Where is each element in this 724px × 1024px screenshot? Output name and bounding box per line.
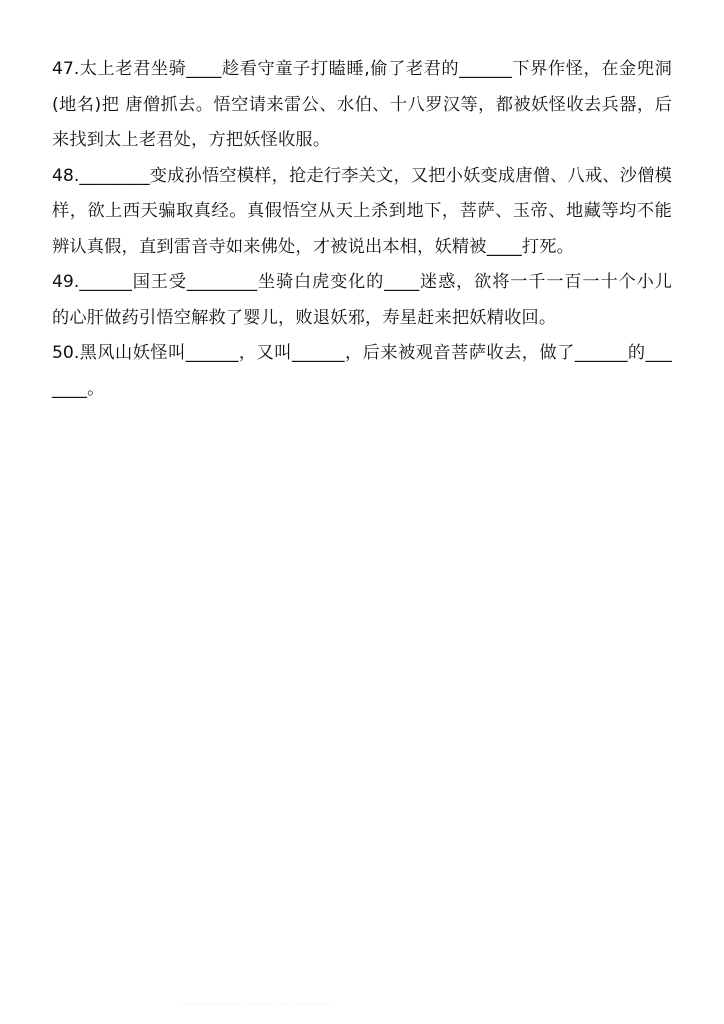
question-text: ________变成孙悟空模样，抢走行李关文，又把小妖变成唐僧、八戒、沙僧模样，欲上西天骗取真经。真假悟空从天上杀到地下，菩萨、玉帝、地藏等均不能辨认真假，直到雷音寺如来佛处，才被说出本相，妖精被____打死。 [52, 165, 672, 257]
question-text: ______国王受________坐骑白虎变化的____迷惑，欲将一千一百一十个小儿的心肝做药引悟空解救了婴儿，败退妖邪，寿星赶来把妖精收回。 [52, 272, 672, 328]
faint-footer-watermark: ················ ······· ··· ·········· [180, 1000, 331, 1010]
question-number: 47. [52, 59, 80, 79]
question-text: 黑风山妖怪叫______，又叫______，后来被观音菩萨收去，做了______的_______。 [52, 343, 672, 399]
question-47 [52, 52, 672, 159]
worksheet-page [52, 52, 672, 407]
question-text: 太上老君坐骑____趁看守童子打瞌睡,偷了老君的______下界作怪，在金兜洞(地名)把 唐僧抓去。悟空请来雷公、水伯、十八罗汉等，都被妖怪收去兵器，后来找到太上老君处，方把妖怪收服。 [52, 59, 672, 150]
question-number: 50. [52, 343, 80, 363]
question-number: 48. [52, 165, 80, 186]
question-50 [52, 336, 672, 407]
question-48 [52, 159, 672, 266]
question-number: 49. [52, 272, 80, 292]
question-49 [52, 265, 672, 336]
